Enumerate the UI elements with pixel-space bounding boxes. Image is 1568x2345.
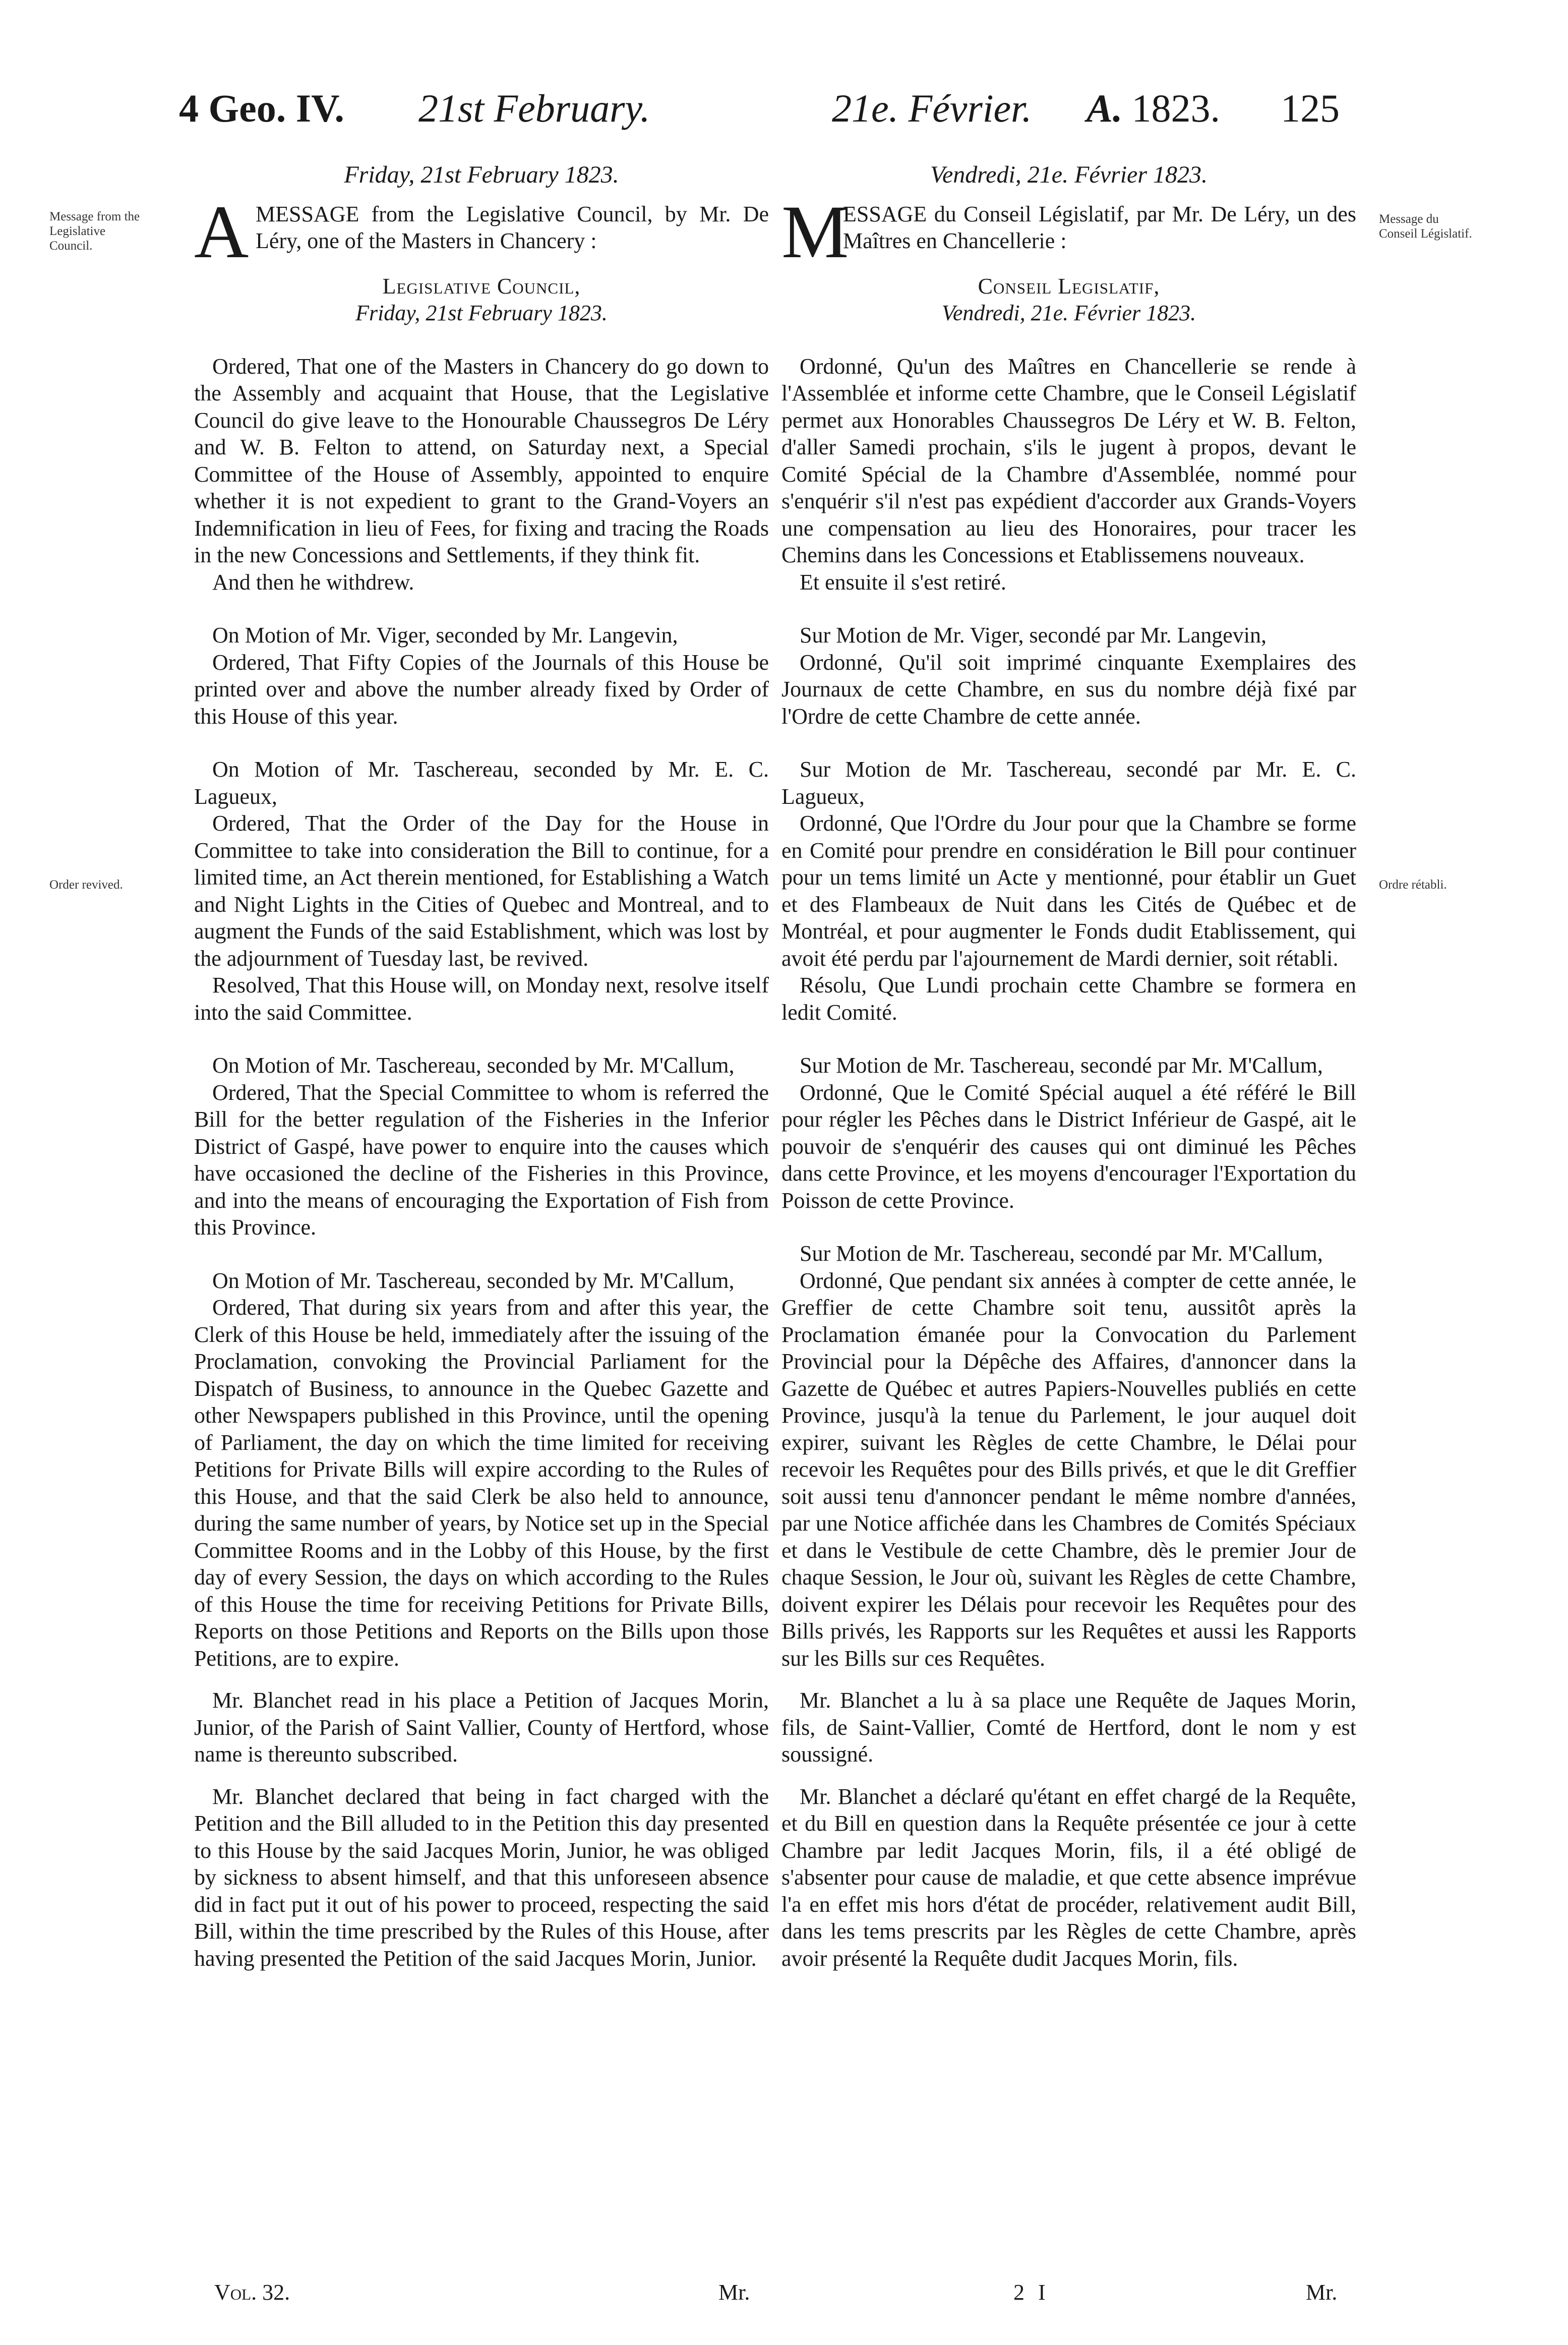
- petition-paragraph: Mr. Blanchet a lu à sa place une Requête de Jaques Morin, fils, de Saint-Vallier, Comté de Hertford, dont le nom y est soussigné.: [781, 1688, 1356, 1767]
- catchword-english: Mr.: [718, 2280, 750, 2305]
- dateline-french: Vendredi, 21e. Février 1823.: [930, 161, 1208, 188]
- motion-paragraph: Sur Motion de Mr. Taschereau, secondé par Mr. M'Callum,: [800, 1241, 1323, 1266]
- council-heading-french: [781, 273, 1356, 327]
- council-heading-english: [194, 273, 769, 327]
- order-paragraph: Ordered, That the Order of the Day for the House in Committee to take into consideration the Bill to continue, for a limited time, an Act therein mentioned, for Establishing a Watch and Night Lights in the Cities of Quebec and Montreal, and to augment the Funds of the said Establishment, which was lost by the adjournment of Tuesday last, be revived.: [194, 811, 769, 971]
- motion-paragraph: On Motion of Mr. Taschereau, seconded by Mr. M'Callum,: [212, 1268, 735, 1293]
- resolved-paragraph: Résolu, Que Lundi prochain cette Chambre se formera en ledit Comité.: [781, 973, 1356, 1025]
- running-head: [0, 86, 1568, 141]
- message-paragraph-english: [194, 190, 769, 274]
- header-date-english: 21st February.: [418, 86, 650, 130]
- margin-note-message-en: Message from the Legislative Council.: [49, 210, 140, 253]
- motion-paragraph: On Motion of Mr. Taschereau, seconded by Mr. M'Callum,: [212, 1053, 735, 1078]
- signature-mark: 2 I: [1013, 2280, 1050, 2305]
- order-paragraph: Ordonné, Que l'Ordre du Jour pour que la Chambre se forme en Comité pour prendre en considération le Bill pour continuer pour un tems limité un Acte y mentionné, pour établir un Guet et des Flambeaux de Nuit dans les Cités de Québec et de Montréal, et pour augmenter le Fonds dudit Etablissement, qui avoit été perdu par l'ajournement de Mardi dernier, soit rétabli.: [781, 811, 1356, 971]
- drop-cap-english: A: [194, 190, 249, 274]
- margin-note-order-en: Order revived.: [49, 878, 123, 892]
- motion-paragraph: On Motion of Mr. Viger, seconded by Mr. Langevin,: [212, 623, 678, 648]
- header-date-french: 21e. Février.: [832, 86, 1032, 130]
- french-column: [781, 161, 1356, 1972]
- declaration-paragraph: Mr. Blanchet a déclaré qu'étant en effet chargé de la Requête, et du Bill en question dans la Requête présentée ce jour à cette Chambre par ledit Jacques Morin, fils, il a été obligé de s'absenter pour cause de maladie, et que cette absence imprévue l'a en effet mis hors d'état de procéder, relativement audit Bill, dans les tems prescrits par les Règles de cette Chambre, après avoir présenté la Requête dudit Jacques Morin, fils.: [781, 1784, 1356, 1971]
- council-title-french: Conseil Legislatif,: [978, 273, 1160, 299]
- page-number: 125: [1281, 86, 1340, 130]
- margin-note-message-fr: Message du Conseil Législatif.: [1379, 212, 1472, 241]
- dateline-english: Friday, 21st February 1823.: [344, 161, 619, 188]
- motion-paragraph: Sur Motion de Mr. Taschereau, secondé par Mr. M'Callum,: [800, 1053, 1323, 1078]
- council-date-english: Friday, 21st February 1823.: [355, 301, 608, 325]
- english-column: [194, 161, 769, 1972]
- message-text-english: MESSAGE from the Legislative Council, by Mr. De Léry, one of the Masters in Chancery :: [256, 201, 769, 253]
- year-value: 1823.: [1131, 86, 1221, 130]
- petition-paragraph: Mr. Blanchet read in his place a Petition of Jacques Morin, Junior, of the Parish of Saint Vallier, County of Hertford, whose name is thereunto subscribed.: [194, 1688, 769, 1767]
- header-year: [1087, 86, 1220, 131]
- volume-number: Vol. 32.: [214, 2280, 290, 2305]
- council-date-french: Vendredi, 21e. Février 1823.: [941, 301, 1196, 325]
- council-title-english: Legislative Council,: [382, 273, 581, 299]
- order-paragraph: Ordonné, Qu'il soit imprimé cinquante Exemplaires des Journaux de cette Chambre, en sus du nombre déjà fixé par l'Ordre de cette Chambre de cette année.: [781, 650, 1356, 729]
- motion-paragraph: On Motion of Mr. Taschereau, seconded by Mr. E. C. Lagueux,: [194, 757, 769, 809]
- order-paragraph: Ordered, That the Special Committee to whom is referred the Bill for the better regulation of the Fisheries in the Inferior District of Gaspé, have power to enquire into the causes which have occasioned the decline of the Fisheries in this Province, and into the means of encouraging the Exportation of Fish from this Province.: [194, 1080, 769, 1240]
- page-footer: [0, 2279, 1568, 2315]
- regnal-year: 4 Geo. IV.: [179, 86, 344, 130]
- motion-paragraph: Sur Motion de Mr. Viger, secondé par Mr. Langevin,: [800, 623, 1267, 648]
- order-paragraph: Ordonné, Que pendant six années à compter de cette année, le Greffier de cette Chambre soit tenu, aussitôt après la Proclamation émanée pour la Convocation du Parlement Provincial pour la Dépêche des Affaires, d'annoncer dans la Gazette de Québec et autres Papiers-Nouvelles publiés en cette Province, jusqu'à la tenue du Parlement, le jour auquel doit expirer, suivant les Règles de cette Chambre, le Délai pour recevoir les Requêtes pour des Bills privés, et que le dit Greffier soit aussi tenu d'annoncer pendant le même nombre d'années, par une Notice affichée dans les Chambres de Comités Spéciaux et dans le Vestibule de cette Chambre, dès le premier Jour de chaque Session, le Jour où, suivant les Règles de cette Chambre, doivent expirer les Délais pour recevoir les Requêtes pour des Bills privés, les Rapports sur les Requêtes et aussi les Rapports sur les Bills sur ces Requêtes.: [781, 1268, 1356, 1671]
- order-paragraph: Ordered, That Fifty Copies of the Journals of this House be printed over and above the number already fixed by Order of this House of this year.: [194, 650, 769, 729]
- declaration-paragraph: Mr. Blanchet declared that being in fact charged with the Petition and the Bill alluded to in the Petition this day presented to this House by the said Jacques Morin, Junior, he was obliged by sickness to absent himself, and that this unforeseen absence did in fact put it out of his power to proceed, respecting the said Bill, within the time prescribed by the Rules of this House, after having presented the Petition of the said Jacques Morin, Junior.: [194, 1784, 769, 1971]
- year-prefix: A.: [1087, 86, 1123, 130]
- order-paragraph: Ordonné, Que le Comité Spécial auquel a été référé le Bill pour régler les Pêches dans le District Inférieur de Gaspé, ait le pouvoir de s'enquérir des causes qui ont diminué les Pêches dans cette Province, et les moyens d'encourager l'Exportation du Poisson de cette Province.: [781, 1080, 1356, 1213]
- resolved-paragraph: Resolved, That this House will, on Monday next, resolve itself into the said Committee.: [194, 973, 769, 1025]
- message-text-french: ESSAGE du Conseil Législatif, par Mr. De Léry, un des Maîtres en Chancellerie :: [843, 201, 1356, 253]
- motion-paragraph: Sur Motion de Mr. Taschereau, secondé par Mr. E. C. Lagueux,: [781, 757, 1356, 809]
- order-paragraph: Ordered, That one of the Masters in Chancery do go down to the Assembly and acquaint that House, that the Legislative Council do give leave to the Honourable Chaussegros De Léry and W. B. Felton to attend, on Saturday next, a Special Committee of the House of Assembly, appointed to enquire whether it is not expedient to grant to the Grand-Voyers an Indemnification in lieu of Fees, for fixing and tracing the Roads in the new Concessions and Settlements, if they think fit.: [194, 354, 769, 567]
- order-paragraph: Ordered, That during six years from and after this year, the Clerk of this House be held, immediately after the issuing of the Proclamation, convoking the Provincial Parliament for the Dispatch of Business, to announce in the Quebec Gazette and other Newspapers published in this Province, until the opening of Parliament, the day on which the time limited for receiving Petitions for Private Bills will expire according to the Rules of this House, and that the said Clerk be also held to announce, during the same number of years, by Notice set up in the Special Committee Rooms and in the Lobby of this House, by the first day of every Session, the days on which according to the Rules of this House the time for receiving Petitions for Private Bills, Reports on those Petitions and Reports on the Bills upon those Petitions, are to expire.: [194, 1295, 769, 1671]
- message-paragraph-french: [781, 190, 1356, 274]
- margin-note-order-fr: Ordre rétabli.: [1379, 878, 1447, 892]
- withdrew-paragraph: And then he withdrew.: [212, 569, 414, 595]
- drop-cap-french: M: [781, 190, 849, 274]
- catchword-french: Mr.: [1306, 2280, 1338, 2305]
- withdrew-paragraph: Et ensuite il s'est retiré.: [800, 569, 1006, 595]
- order-paragraph: Ordonné, Qu'un des Maîtres en Chancellerie se rende à l'Assemblée et informe cette Chambre, que le Conseil Législatif permet aux Honorables Chaussegros De Léry et W. B. Felton, d'aller Samedi prochain, s'ils le jugent à propos, devant le Comité Spécial de la Chambre d'Assemblée, nommé pour s'enquérir s'il n'est pas expédient d'accorder aux Grands-Voyers une compensation au lieu des Honoraires, pour tracer les Chemins dans les Concessions et Etablissemens nouveaux.: [781, 354, 1356, 567]
